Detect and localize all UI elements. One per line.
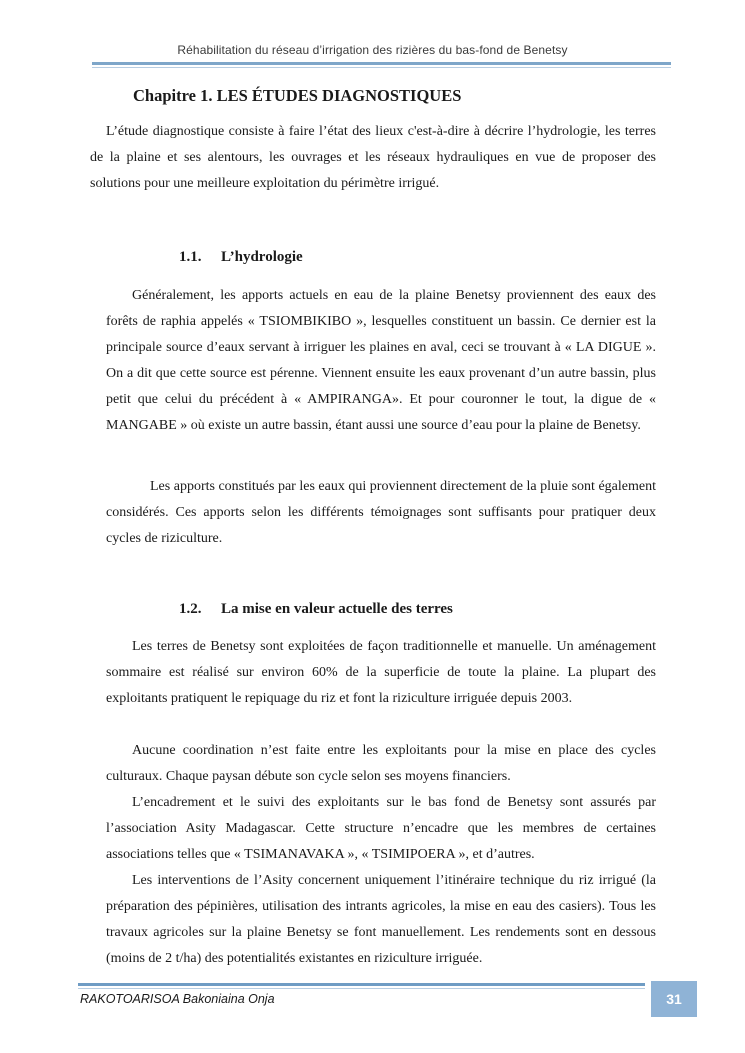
footer-rule-thin xyxy=(78,988,645,989)
chapter-title: Chapitre 1. LES ÉTUDES DIAGNOSTIQUES xyxy=(133,86,462,105)
footer-rule xyxy=(78,983,645,986)
running-title: Réhabilitation du réseau d’irrigation des rizières du bas-fond de Benetsy xyxy=(177,43,568,57)
chapter-intro: L’étude diagnostique consiste à faire l’état des lieux c'est-à-dire à décrire l’hydrologie, les terres de la plaine et ses alentours, les ouvrages et les réseaux hydrauliques en vue de proposer des solutions pour une meilleure exploitation du périmètre irrigué. xyxy=(90,124,656,191)
section-title-hydrologie xyxy=(179,249,303,266)
section-number: 1.1. xyxy=(179,249,202,265)
paragraph: L’encadrement et le suivi des exploitants sur le bas fond de Benetsy sont assurés par l’association Asity Madagascar. Cette structure n’encadre que les membres de certaines associations telles que « TSIMANAVAKA », « TSIMIPOERA », et d’autres. xyxy=(106,795,656,862)
section-heading: L’hydrologie xyxy=(221,249,303,265)
section-heading: La mise en valeur actuelle des terres xyxy=(221,601,453,617)
paragraph: Les apports constitués par les eaux qui proviennent directement de la pluie sont également considérés. Ces apports selon les différents témoignages sont suffisants pour pratiquer deux cycles de riziculture. xyxy=(106,479,656,546)
header-rule-thin xyxy=(92,67,671,68)
paragraph: Généralement, les apports actuels en eau de la plaine Benetsy proviennent des eaux des forêts de raphia appelés « TSIOMBIKIBO », lesquelles constituent un bassin. Ce dernier est la principale source d’eaux servant à irriguer les plaines en aval, ceci se trouvant à « LA DIGUE ». On a dit que cette source est pérenne. Viennent ensuite les eaux provenant d’un autre bassin, plus petit que celui du précédent à « AMPIRANGA». Et pour couronner le tout, la digue de « MANGABE » où existe un autre bassin, étant aussi une source d’eau pour la plaine de Benetsy. xyxy=(106,288,656,433)
section-number: 1.2. xyxy=(179,601,202,617)
section-title-mise-en-valeur xyxy=(179,601,453,618)
header-rule xyxy=(92,62,671,65)
paragraph: Les terres de Benetsy sont exploitées de façon traditionnelle et manuelle. Un aménagement sommaire est réalisé sur environ 60% de la superficie de toute la plaine. La plupart des exploitants pratiquent le repiquage du riz et font la riziculture irriguée depuis 2003. xyxy=(106,639,656,706)
paragraph: Les interventions de l’Asity concernent uniquement l’itinéraire technique du riz irrigué (la préparation des pépinières, utilisation des intrants agricoles, la mise en eau des casiers). Tous les travaux agricoles sur la plaine Benetsy se font manuellement. Les rendements sont en dessous (moins de 2 t/ha) des potentialités existantes en riziculture irriguée. xyxy=(106,873,656,966)
page-number-badge: 31 xyxy=(651,981,697,1017)
paragraph: Aucune coordination n’est faite entre les exploitants pour la mise en place des cycles culturaux. Chaque paysan débute son cycle selon ses moyens financiers. xyxy=(106,743,656,784)
footer-author: RAKOTOARISOA Bakoniaina Onja xyxy=(80,992,275,1006)
